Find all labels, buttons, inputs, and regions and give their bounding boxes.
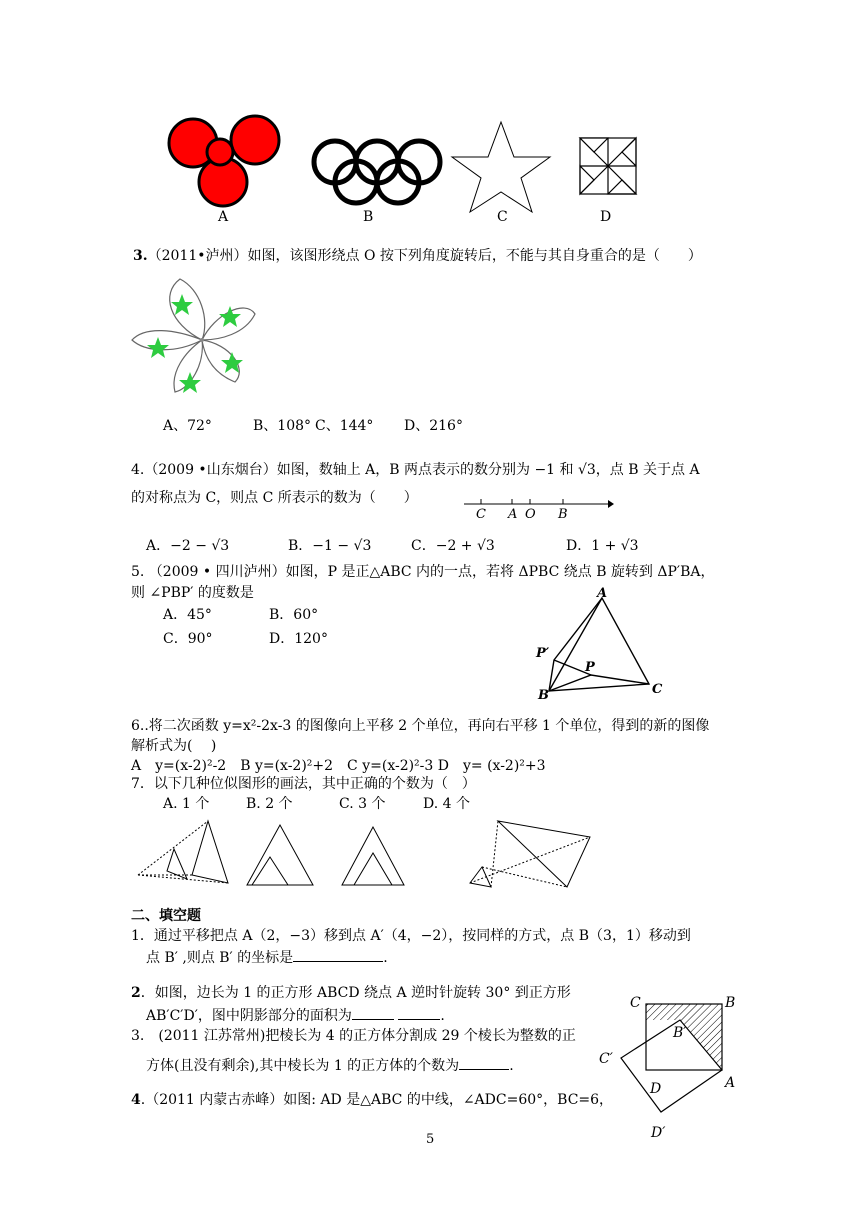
- q4-option-b: B．−1 − √3: [288, 538, 372, 554]
- fig-label-c: C: [652, 682, 663, 697]
- q7-option-c: C. 3 个: [339, 796, 386, 812]
- q4-option-a: A．−2 − √3: [146, 538, 230, 554]
- pinwheel-figure: [580, 138, 636, 194]
- q5-triangle-figure: [525, 585, 675, 703]
- axis-label-o: O: [525, 507, 536, 520]
- fill3-answer-blank[interactable]: [459, 1055, 509, 1070]
- sq-label-d: D: [650, 1081, 662, 1097]
- fill4-number: 4: [131, 1092, 141, 1108]
- star-figure: [452, 122, 550, 212]
- q4-line1: 4.（2009 •山东烟台）如图，数轴上 A，B 两点表示的数分别为 −1 和 √3，点 B 关于点 A: [131, 462, 700, 478]
- sq-label-b: B: [725, 995, 736, 1011]
- sq-label-c: C: [630, 995, 641, 1011]
- q3-option-a: A、72°: [163, 418, 212, 434]
- fill2-answer-blank-2[interactable]: [398, 1005, 440, 1020]
- section2-title: 二、填空题: [131, 908, 201, 924]
- q3-leaf-figure: [130, 274, 260, 396]
- q5-option-c: C．90°: [163, 631, 213, 647]
- q7-option-d: D. 4 个: [423, 796, 470, 812]
- q7-homothety-figures: [130, 815, 660, 890]
- q3-text: [133, 247, 702, 265]
- q5-option-a: A．45°: [163, 607, 212, 623]
- option-label-c: C: [497, 209, 508, 225]
- axis-label-b: B: [558, 507, 568, 520]
- sq-label-a: A: [725, 1075, 736, 1091]
- fill3-line1: 3. (2011 江苏常州)把棱长为 4 的正方体分割成 29 个棱长为整数的正: [131, 1028, 576, 1044]
- fig-label-p-prime: P′: [536, 646, 550, 661]
- q4-option-c: C．−2 + √3: [411, 538, 495, 554]
- q4-option-d: D．1 + √3: [566, 538, 639, 554]
- fill3-stem: 方体(且没有剩余),其中棱长为 1 的正方体的个数为: [146, 1058, 460, 1074]
- page-number: 5: [426, 1132, 435, 1147]
- q4-line2: 的对称点为 C，则点 C 所表示的数为（ ）: [131, 490, 418, 506]
- fill2-line2: AB′C′D′，图中阴影部分的面积为 .: [146, 1005, 445, 1025]
- fill1-line1: 1．通过平移把点 A（2，−3）移到点 A′（4，−2），按同样的方式，点 B（3，1）移动到: [131, 928, 691, 944]
- fill1-stem: 点 B′ ,则点 B′ 的坐标是: [146, 950, 294, 966]
- option-label-a: A: [218, 209, 229, 225]
- q6-options: A y=(x-2)²-2 B y=(x-2)²+2 C y=(x-2)²-3 D y= (x-2)²+3: [131, 758, 546, 774]
- option-label-b: B: [363, 209, 374, 225]
- q4-number-line: [462, 494, 614, 520]
- q4-options: [146, 537, 639, 555]
- q5-options-row2: [163, 630, 328, 648]
- fig-label-a: A: [597, 586, 608, 601]
- fill3-line2: 方体(且没有剩余),其中棱长为 1 的正方体的个数为 .: [146, 1055, 514, 1075]
- q5-line2: 则 ∠PBP′ 的度数是: [131, 585, 254, 601]
- axis-label-c: C: [476, 507, 486, 520]
- sq-label-c-prime: C′: [599, 1051, 613, 1067]
- q6-line2: 解析式为( ): [131, 738, 217, 754]
- q7-line1: 7．以下几种位似图形的画法，其中正确的个数为（ ）: [131, 776, 476, 792]
- figure-row-q2: [160, 110, 650, 225]
- flower-figure: [169, 116, 279, 206]
- axis-label-a: A: [508, 507, 518, 520]
- fig-label-p: P: [585, 660, 595, 675]
- q3-option-c: C、144°: [315, 418, 374, 434]
- rotated-square-figure: [596, 992, 746, 1142]
- q7-option-a: A. 1 个: [163, 796, 210, 812]
- fill4-stem: .（2011 内蒙古赤峰）如图: AD 是△ABC 的中线，∠ADC=60°，BC=6，: [140, 1092, 614, 1108]
- olympic-rings-figure: [314, 141, 440, 203]
- q7-options: [163, 795, 470, 813]
- sq-label-b-prime: B′: [673, 1025, 687, 1041]
- fill2-answer-blank-1[interactable]: [352, 1005, 394, 1020]
- fill1-line2: 点 B′ ,则点 B′ 的坐标是 .: [146, 947, 388, 967]
- fill2-stem: ．如图，边长为 1 的正方形 ABCD 绕点 A 逆时针旋转 30° 到正方形: [140, 985, 571, 1001]
- q6-line1: 6..将二次函数 y=x²-2x-3 的图像向上平移 2 个单位，再向右平移 1 个单位，得到的新的图像: [131, 718, 710, 734]
- fill2-stem-2: AB′C′D′，图中阴影部分的面积为: [146, 1008, 352, 1024]
- q7-option-b: B. 2 个: [246, 796, 293, 812]
- fill1-answer-blank[interactable]: [293, 947, 383, 962]
- q3-stem: （2011•泸州）如图，该图形绕点 O 按下列角度旋转后，不能与其自身重合的是（ ）: [147, 248, 702, 264]
- q5-line1: 5. （2009 • 四川泸州）如图，P 是正△ABC 内的一点，若将 ΔPBC 绕点 B 旋转到 ΔP′BA，: [131, 564, 715, 580]
- q3-option-d: D、216°: [404, 418, 463, 434]
- q5-option-d: D．120°: [269, 631, 328, 647]
- fill4-line1: [131, 1091, 613, 1109]
- option-label-d: D: [600, 209, 612, 225]
- fig-label-b: B: [538, 688, 549, 703]
- q3-options: [163, 417, 463, 435]
- fill2-number: 2: [131, 985, 141, 1001]
- q5-option-b: B．60°: [269, 607, 319, 623]
- q3-number: 3.: [133, 248, 148, 264]
- q5-options-row1: [163, 606, 318, 624]
- fill2-line1: [131, 984, 571, 1002]
- sq-label-d-prime: D′: [651, 1125, 666, 1141]
- q3-option-b: B、108°: [253, 418, 312, 434]
